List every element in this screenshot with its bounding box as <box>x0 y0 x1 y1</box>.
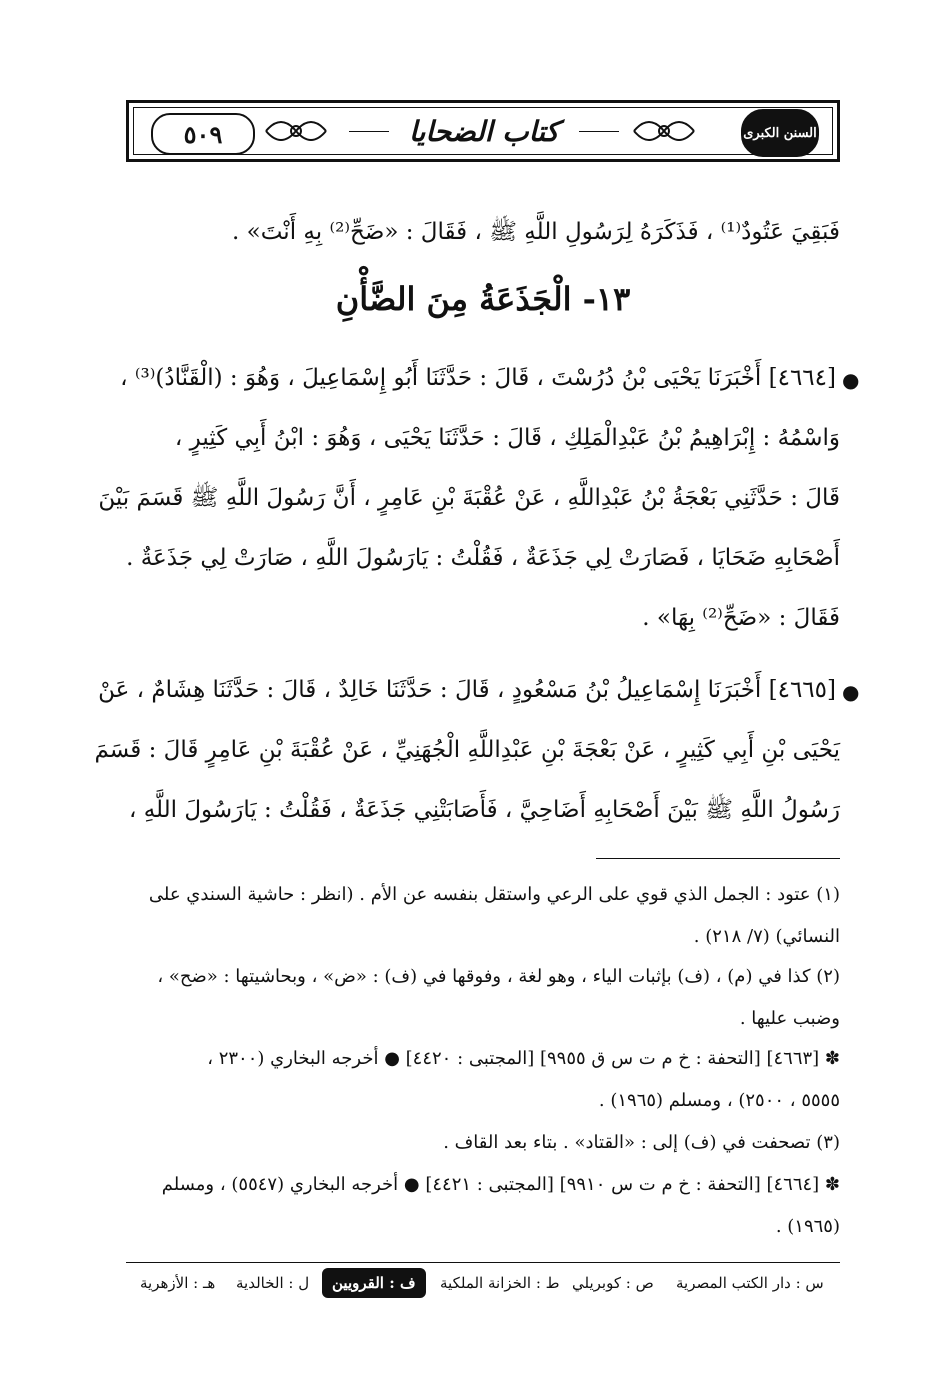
hadith-4665-line-3: رَسُولُ اللَّهِ ﷺ بَيْنَ أَصْحَابِهِ أَضَاحِيَّ ، فَأَصَابَتْنِي جَذَعَةٌ ، فَقُلْتُ : يَارَسُولَ اللَّهِ ، <box>128 797 840 823</box>
book-seal: السنن الكبرى <box>741 109 819 157</box>
legend-s: س : دار الكتب المصرية <box>676 1274 824 1292</box>
hadith-4664-line-1: [٤٦٦٤] أَخْبَرَنَا يَحْيَى بْنُ دُرُسْتَ ، قَالَ : حَدَّثَنَا أَبُو إِسْمَاعِيلَ ، وَهُوَ : (الْقَنَّادُ)⁽³⁾ ، <box>120 365 836 391</box>
legend-ha: هـ : الأزهرية <box>140 1274 216 1292</box>
takhrij-4664-line-1: ✽ [٤٦٦٤] [التحفة : خ م ت س ٩٩١٠] [المجتبى : ٤٤٢١] ● أخرجه البخاري (٥٥٤٧) ، ومسلم <box>161 1174 840 1195</box>
footnote-2-line-2: وضبب عليها . <box>739 1008 840 1029</box>
footnote-1-line-1: (١) عتود : الجمل الذي قوي على الرعي واستقل بنفسه عن الأم . (انظر : حاشية السندي على <box>148 884 840 905</box>
ornament-right <box>629 111 699 151</box>
page-header <box>126 100 840 162</box>
header-title: كتاب الضحايا <box>359 109 609 153</box>
hadith-4664-line-5: فَقَالَ : «ضَحِّ⁽²⁾ بِهَا» . <box>642 605 840 631</box>
ornament-left <box>261 111 331 151</box>
body-line-1: فَبَقِيَ عَتُودٌ⁽¹⁾ ، فَذَكَرَهُ لِرَسُولِ اللَّهِ ﷺ ، فَقَالَ : «ضَحِّ⁽²⁾ بِهِ أَنْتَ» . <box>232 219 840 245</box>
takhrij-4663-line-1: ✽ [٤٦٦٣] [التحفة : خ م ت س ق ٩٩٥٥] [المجتبى : ٤٤٢٠] ● أخرجه البخاري (٢٣٠٠ ، <box>207 1048 840 1069</box>
footnote-2-line-1: (٢) كذا في (م) ، (ف) بإثبات الياء ، وهو لغة ، وفوقها في (ف) : «ض» ، وبحاشيتها : «ضح» ، <box>157 966 840 987</box>
footnote-3: (٣) تصحفت في (ف) إلى : «القتاد» . بتاء بعد القاف . <box>443 1132 840 1153</box>
hadith-4664-line-4: أَصْحَابِهِ ضَحَايَا ، فَصَارَتْ لِي جَذَعَةٌ ، فَقُلْتُ : يَارَسُولَ اللَّهِ ، صَارَتْ لِي جَذَعَةٌ . <box>126 545 840 571</box>
legend-separator <box>126 1262 840 1263</box>
hadith-4665-line-1: [٤٦٦٥] أَخْبَرَنَا إِسْمَاعِيلُ بْنُ مَسْعُودٍ ، قَالَ : حَدَّثَنَا خَالِدٌ ، قَالَ : حَدَّثَنَا هِشَامٌ ، عَنْ <box>98 677 836 703</box>
legend-sad: ص : كوبريلي <box>572 1274 654 1292</box>
bullet-4665: ● <box>842 680 860 704</box>
chapter-title: ١٣- الْجَذَعَةُ مِنَ الضَّأْنِ <box>335 280 631 318</box>
legend-ta: ط : الخزانة الملكية <box>440 1274 560 1292</box>
hadith-4665-line-2: يَحْيَى بْنِ أَبِي كَثِيرٍ ، عَنْ بَعْجَةَ بْنِ عَبْدِاللَّهِ الْجُهَنِيِّ ، عَنْ عُقْبَةَ بْنِ عَامِرٍ قَالَ : قَسَمَ <box>94 737 840 763</box>
takhrij-4663-line-2: ٥٥٥٥ ، ٢٥٠٠) ، ومسلم (١٩٦٥) . <box>598 1090 840 1111</box>
legend-lam: ل : الخالدية <box>236 1274 310 1292</box>
footnote-separator <box>596 858 840 859</box>
takhrij-4664-line-2: (١٩٦٥) . <box>775 1216 840 1237</box>
bullet-4664: ● <box>842 368 860 392</box>
hadith-4664-line-2: وَاسْمُهُ : إِبْرَاهِيمُ بْنُ عَبْدِالْمَلِكِ ، قَالَ : حَدَّثَنَا يَحْيَى ، وَهُوَ : ابْنُ أَبِي كَثِيرٍ ، <box>174 425 840 451</box>
legend-fa: ف : القرويين <box>322 1268 426 1298</box>
hadith-4664-line-3: قَالَ : حَدَّثَنِي بَعْجَةُ بْنُ عَبْدِاللَّهِ ، عَنْ عُقْبَةَ بْنِ عَامِرٍ ، أَنَّ رَسُولَ اللَّهِ ﷺ قَسَمَ بَيْنَ <box>98 485 840 511</box>
footnote-1-line-2: النسائي) (٧/ ٢١٨) . <box>693 926 840 947</box>
page-number: ٥٠٩ <box>151 113 255 155</box>
